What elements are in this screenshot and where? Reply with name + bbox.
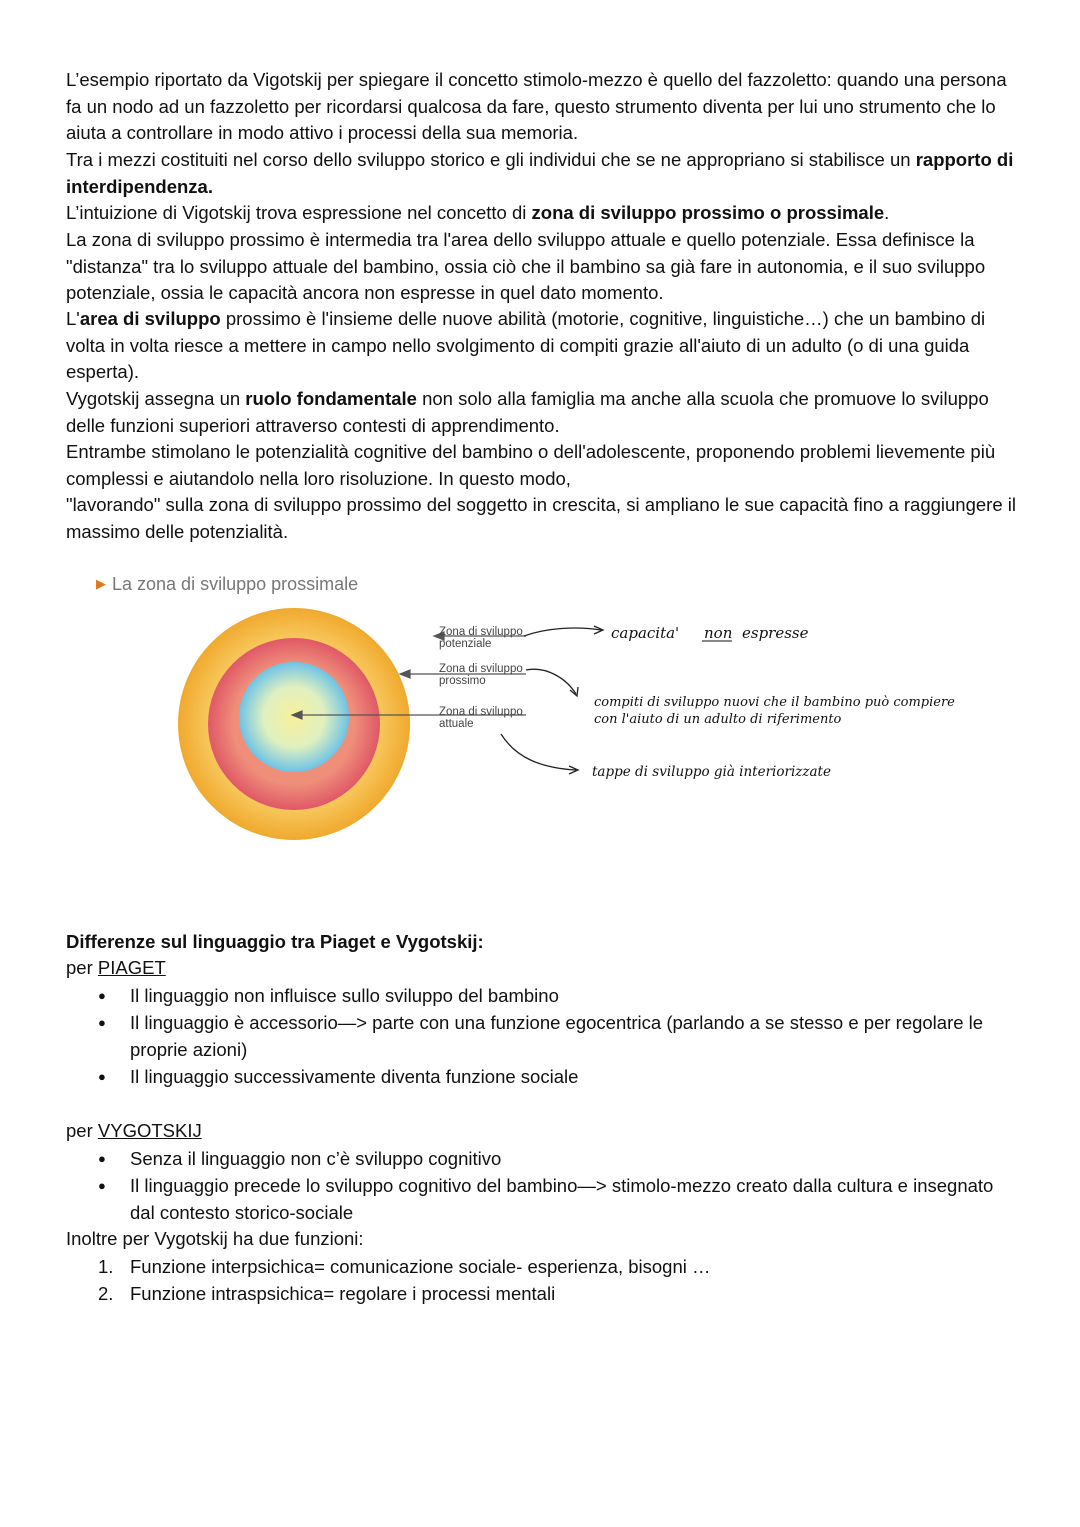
note-compiti-line2: con l'aiuto di un adulto di riferimento	[594, 712, 842, 727]
piaget-label	[66, 955, 1026, 982]
label-attuale-line1: Zona di sviluppo	[439, 706, 523, 718]
list-item: ● Il linguaggio non influisce sullo sviluppo del bambino	[66, 982, 1016, 1009]
vygotskij-label	[66, 1118, 1026, 1145]
paragraph-intuizione	[66, 200, 1026, 227]
list-item: ● Senza il linguaggio non c’è sviluppo cognitivo	[66, 1145, 1016, 1172]
text-run: Vygotskij assegna un	[66, 388, 246, 409]
vygotskij-list	[66, 1145, 1016, 1226]
text-run: L’intuizione di Vigotskij trova espressione nel concetto di	[66, 202, 532, 223]
label-attuale-line2: attuale	[439, 718, 474, 730]
paragraph-ruolo	[66, 386, 1026, 439]
label-prossimo-line2: prossimo	[439, 675, 486, 687]
text-run: non solo alla famiglia ma anche alla scuola che promuove lo sviluppo delle funzioni superiori attraverso contesti di apprendimento.	[66, 388, 989, 436]
list-item	[66, 1253, 1016, 1280]
list-number: 2.	[98, 1283, 114, 1304]
list-number: 1.	[98, 1256, 114, 1277]
text-run: prossimo è l'insieme delle nuove abilità (motorie, cognitive, linguistiche…) che un bambino di volta in volta riesce a mettere in campo nello svolgimento di compiti grazie all'aiuto di un adulto (o di una guida esperta).	[66, 308, 986, 383]
paragraph-lavorando: "lavorando" sulla zona di sviluppo prossimo del soggetto in crescita, si ampliano le sue capacità fino a raggiungere il massimo delle potenzialità.	[66, 494, 1016, 542]
figure-title-text: La zona di sviluppo prossimale	[112, 574, 359, 594]
list-item: ● Il linguaggio successivamente diventa funzione sociale	[66, 1063, 1016, 1090]
label-prossimo-line1: Zona di sviluppo	[439, 663, 523, 675]
note-espresse: espresse	[742, 624, 809, 642]
handwritten-arrows	[501, 626, 603, 774]
list-text: Funzione interpsichica= comunicazione sociale- esperienza, bisogni …	[130, 1256, 711, 1277]
list-item: ● Il linguaggio è accessorio—> parte con una funzione egocentrica (parlando a se stesso e per regolare le proprie azioni)	[66, 1009, 1016, 1063]
text-run: per	[66, 1120, 98, 1141]
paragraph-area-sviluppo	[66, 306, 1026, 386]
bold-run: area di sviluppo	[79, 308, 221, 329]
paragraph-interdipendenza	[66, 147, 1026, 200]
hand-arrow-2	[526, 669, 576, 694]
list-item: ● Il linguaggio precede lo sviluppo cognitivo del bambino—> stimolo-mezzo creato dalla cultura e insegnato dal contesto storico-sociale	[66, 1172, 1016, 1226]
text-run: L'	[66, 308, 80, 329]
list-item	[66, 1280, 1016, 1307]
note-non: non	[704, 624, 733, 642]
label-potenziale-line2: potenziale	[439, 638, 492, 650]
funzioni-list	[66, 1253, 1016, 1307]
bold-run: zona di sviluppo prossimo o prossimale	[531, 202, 885, 223]
arrowhead-icon	[400, 670, 410, 678]
bold-run: rapporto di interdipendenza.	[66, 149, 1014, 197]
paragraph-zona-definizione: La zona di sviluppo prossimo è intermedia tra l'area dello sviluppo attuale e quello potenziale. Essa definisce la "distanza" tra lo sviluppo attuale del bambino, ossia ciò che il bambino sa già fare in autonomia, e il suo sviluppo potenziale, ossia le capacità ancora non espresse in quel dato momento.	[66, 229, 986, 304]
hand-arrow-1	[524, 628, 601, 636]
zone-attuale-circle	[239, 662, 349, 772]
piaget-list	[66, 982, 1016, 1090]
note-tappe: tappe di sviluppo già interiorizzate	[592, 764, 831, 780]
paragraph-fazzoletto: L’esempio riportato da Vigotskij per spiegare il concetto stimolo-mezzo è quello del fazzoletto: quando una persona fa un nodo ad un fazzoletto per ricordarsi qualcosa da fare, questo strumento diventa per lui uno strumento che lo aiuta a controllare in modo attivo i processi della sua memoria.	[66, 69, 1007, 144]
triangle-bullet-icon: ▶	[96, 576, 106, 591]
zone-diagram-figure	[96, 568, 1036, 848]
section-heading	[66, 929, 1026, 956]
list-text: Funzione intraspsichica= regolare i processi mentali	[130, 1283, 556, 1304]
hand-arrow-3	[501, 734, 576, 770]
bold-run: ruolo fondamentale	[245, 388, 417, 409]
text-run: per	[66, 957, 98, 978]
heading-text: Differenze sul linguaggio tra Piaget e Vygotskij:	[66, 931, 484, 952]
zone-diagram-svg	[96, 568, 1036, 848]
text-run: Tra i mezzi costituiti nel corso dello sviluppo storico e gli individui che se ne appropriano si stabilisce un	[66, 149, 916, 170]
note-compiti-line1: compiti di sviluppo nuovi che il bambino può compiere	[594, 695, 955, 710]
note-capacita: capacita'	[611, 624, 680, 642]
vygotskij-name: VYGOTSKIJ	[97, 1120, 202, 1141]
paragraph-potenzialita: Entrambe stimolano le potenzialità cognitive del bambino o dell'adolescente, proponendo problemi lievemente più complessi e aiutandolo nella loro risoluzione. In questo modo,	[66, 441, 996, 489]
text-run: .	[884, 202, 890, 223]
inoltre-line: Inoltre per Vygotskij ha due funzioni:	[66, 1228, 364, 1249]
piaget-name: PIAGET	[97, 957, 166, 978]
label-potenziale-line1: Zona di sviluppo	[439, 626, 523, 638]
